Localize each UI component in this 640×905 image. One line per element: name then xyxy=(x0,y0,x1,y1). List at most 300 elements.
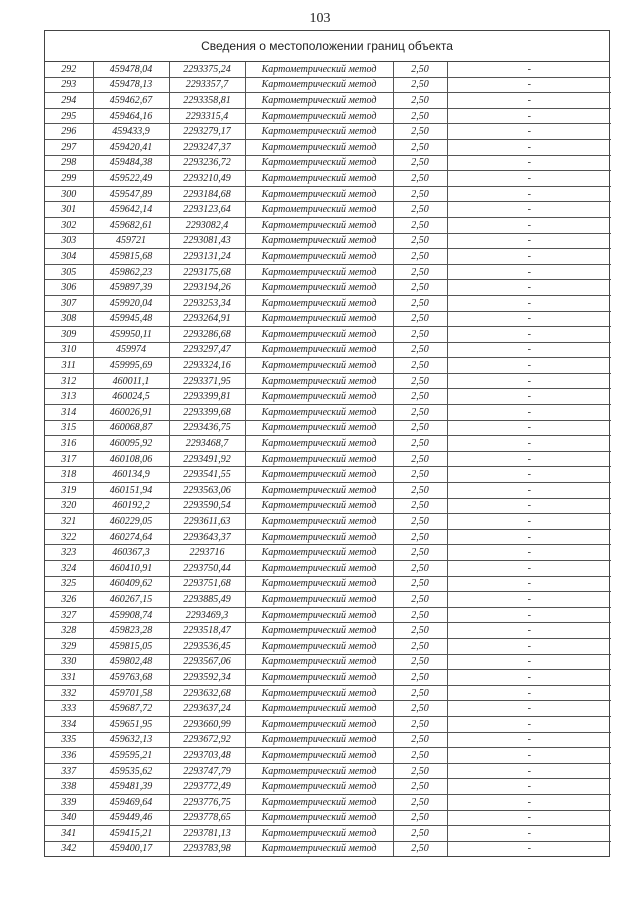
method-cell: Картометрический метод xyxy=(245,685,393,701)
x-coordinate-cell: 459484,38 xyxy=(93,155,169,171)
x-coordinate-cell: 459908,74 xyxy=(93,607,169,623)
method-cell: Картометрический метод xyxy=(245,342,393,358)
method-cell: Картометрический метод xyxy=(245,389,393,405)
point-number-cell: 329 xyxy=(45,638,93,654)
description-cell: - xyxy=(447,124,611,140)
y-coordinate-cell: 2293563,06 xyxy=(169,483,245,499)
point-number-cell: 339 xyxy=(45,794,93,810)
accuracy-cell: 2,50 xyxy=(393,233,447,249)
y-coordinate-cell: 2293315,4 xyxy=(169,108,245,124)
description-cell: - xyxy=(447,171,611,187)
description-cell: - xyxy=(447,202,611,218)
accuracy-cell: 2,50 xyxy=(393,576,447,592)
x-coordinate-cell: 460108,06 xyxy=(93,451,169,467)
accuracy-cell: 2,50 xyxy=(393,155,447,171)
y-coordinate-cell: 2293750,44 xyxy=(169,561,245,577)
description-cell: - xyxy=(447,732,611,748)
table-row xyxy=(45,124,611,140)
y-coordinate-cell: 2293491,92 xyxy=(169,451,245,467)
y-coordinate-cell: 2293781,13 xyxy=(169,826,245,842)
point-number-cell: 338 xyxy=(45,779,93,795)
y-coordinate-cell: 2293236,72 xyxy=(169,155,245,171)
point-number-cell: 319 xyxy=(45,483,93,499)
method-cell: Картометрический метод xyxy=(245,186,393,202)
x-coordinate-cell: 459469,64 xyxy=(93,794,169,810)
accuracy-cell: 2,50 xyxy=(393,716,447,732)
method-cell: Картометрический метод xyxy=(245,295,393,311)
point-number-cell: 333 xyxy=(45,701,93,717)
description-cell: - xyxy=(447,685,611,701)
accuracy-cell: 2,50 xyxy=(393,498,447,514)
table-row xyxy=(45,451,611,467)
method-cell: Картометрический метод xyxy=(245,826,393,842)
point-number-cell: 337 xyxy=(45,763,93,779)
description-cell: - xyxy=(447,763,611,779)
y-coordinate-cell: 2293286,68 xyxy=(169,327,245,343)
method-cell: Картометрический метод xyxy=(245,748,393,764)
accuracy-cell: 2,50 xyxy=(393,217,447,233)
table-row xyxy=(45,108,611,124)
y-coordinate-cell: 2293247,37 xyxy=(169,139,245,155)
method-cell: Картометрический метод xyxy=(245,280,393,296)
x-coordinate-cell: 459522,49 xyxy=(93,171,169,187)
description-cell: - xyxy=(447,342,611,358)
method-cell: Картометрический метод xyxy=(245,654,393,670)
table-row xyxy=(45,514,611,530)
y-coordinate-cell: 2293716 xyxy=(169,545,245,561)
x-coordinate-cell: 459995,69 xyxy=(93,358,169,374)
table-row xyxy=(45,280,611,296)
point-number-cell: 305 xyxy=(45,264,93,280)
description-cell: - xyxy=(447,108,611,124)
method-cell: Картометрический метод xyxy=(245,498,393,514)
table-row xyxy=(45,732,611,748)
method-cell: Картометрический метод xyxy=(245,373,393,389)
accuracy-cell: 2,50 xyxy=(393,561,447,577)
table-row xyxy=(45,217,611,233)
description-cell: - xyxy=(447,358,611,374)
x-coordinate-cell: 459950,11 xyxy=(93,327,169,343)
description-cell: - xyxy=(447,810,611,826)
point-number-cell: 301 xyxy=(45,202,93,218)
accuracy-cell: 2,50 xyxy=(393,654,447,670)
x-coordinate-cell: 459945,48 xyxy=(93,311,169,327)
table-row xyxy=(45,561,611,577)
table-row xyxy=(45,93,611,109)
accuracy-cell: 2,50 xyxy=(393,186,447,202)
table-row xyxy=(45,638,611,654)
x-coordinate-cell: 460151,94 xyxy=(93,483,169,499)
table-row xyxy=(45,794,611,810)
point-number-cell: 312 xyxy=(45,373,93,389)
table-row xyxy=(45,810,611,826)
y-coordinate-cell: 2293672,92 xyxy=(169,732,245,748)
table-row xyxy=(45,592,611,608)
x-coordinate-cell: 459415,21 xyxy=(93,826,169,842)
method-cell: Картометрический метод xyxy=(245,108,393,124)
y-coordinate-cell: 2293536,45 xyxy=(169,638,245,654)
description-cell: - xyxy=(447,576,611,592)
accuracy-cell: 2,50 xyxy=(393,405,447,421)
table-row xyxy=(45,685,611,701)
point-number-cell: 302 xyxy=(45,217,93,233)
point-number-cell: 295 xyxy=(45,108,93,124)
description-cell: - xyxy=(447,670,611,686)
y-coordinate-cell: 2293279,17 xyxy=(169,124,245,140)
table-row xyxy=(45,358,611,374)
x-coordinate-cell: 460409,62 xyxy=(93,576,169,592)
point-number-cell: 300 xyxy=(45,186,93,202)
point-number-cell: 317 xyxy=(45,451,93,467)
description-cell: - xyxy=(447,748,611,764)
y-coordinate-cell: 2293643,37 xyxy=(169,529,245,545)
x-coordinate-cell: 459478,13 xyxy=(93,77,169,93)
table-row xyxy=(45,171,611,187)
method-cell: Картометрический метод xyxy=(245,467,393,483)
point-number-cell: 323 xyxy=(45,545,93,561)
table-row xyxy=(45,826,611,842)
y-coordinate-cell: 2293375,24 xyxy=(169,62,245,77)
accuracy-cell: 2,50 xyxy=(393,77,447,93)
method-cell: Картометрический метод xyxy=(245,592,393,608)
accuracy-cell: 2,50 xyxy=(393,389,447,405)
accuracy-cell: 2,50 xyxy=(393,794,447,810)
method-cell: Картометрический метод xyxy=(245,576,393,592)
x-coordinate-cell: 459462,67 xyxy=(93,93,169,109)
method-cell: Картометрический метод xyxy=(245,529,393,545)
x-coordinate-cell: 459478,04 xyxy=(93,62,169,77)
accuracy-cell: 2,50 xyxy=(393,139,447,155)
description-cell: - xyxy=(447,233,611,249)
table-row xyxy=(45,249,611,265)
method-cell: Картометрический метод xyxy=(245,794,393,810)
description-cell: - xyxy=(447,826,611,842)
coordinates-table xyxy=(45,62,611,856)
y-coordinate-cell: 2293399,68 xyxy=(169,405,245,421)
x-coordinate-cell: 459897,39 xyxy=(93,280,169,296)
accuracy-cell: 2,50 xyxy=(393,514,447,530)
y-coordinate-cell: 2293358,81 xyxy=(169,93,245,109)
accuracy-cell: 2,50 xyxy=(393,311,447,327)
method-cell: Картометрический метод xyxy=(245,405,393,421)
method-cell: Картометрический метод xyxy=(245,779,393,795)
table-row xyxy=(45,155,611,171)
table-row xyxy=(45,529,611,545)
method-cell: Картометрический метод xyxy=(245,264,393,280)
description-cell: - xyxy=(447,841,611,856)
point-number-cell: 318 xyxy=(45,467,93,483)
method-cell: Картометрический метод xyxy=(245,155,393,171)
accuracy-cell: 2,50 xyxy=(393,732,447,748)
accuracy-cell: 2,50 xyxy=(393,342,447,358)
description-cell: - xyxy=(447,545,611,561)
x-coordinate-cell: 460229,05 xyxy=(93,514,169,530)
method-cell: Картометрический метод xyxy=(245,810,393,826)
point-number-cell: 336 xyxy=(45,748,93,764)
method-cell: Картометрический метод xyxy=(245,171,393,187)
point-number-cell: 322 xyxy=(45,529,93,545)
method-cell: Картометрический метод xyxy=(245,420,393,436)
description-cell: - xyxy=(447,62,611,77)
table-row xyxy=(45,701,611,717)
x-coordinate-cell: 459974 xyxy=(93,342,169,358)
x-coordinate-cell: 459862,23 xyxy=(93,264,169,280)
method-cell: Картометрический метод xyxy=(245,607,393,623)
method-cell: Картометрический метод xyxy=(245,62,393,77)
accuracy-cell: 2,50 xyxy=(393,670,447,686)
table-row xyxy=(45,373,611,389)
x-coordinate-cell: 459535,62 xyxy=(93,763,169,779)
y-coordinate-cell: 2293357,7 xyxy=(169,77,245,93)
y-coordinate-cell: 2293399,81 xyxy=(169,389,245,405)
description-cell: - xyxy=(447,389,611,405)
x-coordinate-cell: 460134,9 xyxy=(93,467,169,483)
point-number-cell: 315 xyxy=(45,420,93,436)
x-coordinate-cell: 459815,05 xyxy=(93,638,169,654)
table-title: Сведения о местоположении границ объекта xyxy=(45,31,609,62)
table-row xyxy=(45,389,611,405)
description-cell: - xyxy=(447,186,611,202)
y-coordinate-cell: 2293778,65 xyxy=(169,810,245,826)
point-number-cell: 306 xyxy=(45,280,93,296)
method-cell: Картометрический метод xyxy=(245,716,393,732)
y-coordinate-cell: 2293660,99 xyxy=(169,716,245,732)
table-body xyxy=(45,62,611,856)
method-cell: Картометрический метод xyxy=(245,327,393,343)
accuracy-cell: 2,50 xyxy=(393,451,447,467)
method-cell: Картометрический метод xyxy=(245,841,393,856)
table-row xyxy=(45,654,611,670)
y-coordinate-cell: 2293637,24 xyxy=(169,701,245,717)
table-row xyxy=(45,327,611,343)
description-cell: - xyxy=(447,436,611,452)
accuracy-cell: 2,50 xyxy=(393,638,447,654)
accuracy-cell: 2,50 xyxy=(393,264,447,280)
y-coordinate-cell: 2293703,48 xyxy=(169,748,245,764)
point-number-cell: 311 xyxy=(45,358,93,374)
method-cell: Картометрический метод xyxy=(245,763,393,779)
description-cell: - xyxy=(447,794,611,810)
point-number-cell: 314 xyxy=(45,405,93,421)
x-coordinate-cell: 460024,5 xyxy=(93,389,169,405)
description-cell: - xyxy=(447,155,611,171)
point-number-cell: 308 xyxy=(45,311,93,327)
point-number-cell: 320 xyxy=(45,498,93,514)
x-coordinate-cell: 459642,14 xyxy=(93,202,169,218)
y-coordinate-cell: 2293885,49 xyxy=(169,592,245,608)
table-row xyxy=(45,202,611,218)
table-row xyxy=(45,405,611,421)
y-coordinate-cell: 2293264,91 xyxy=(169,311,245,327)
x-coordinate-cell: 460026,91 xyxy=(93,405,169,421)
table-row xyxy=(45,467,611,483)
table-row xyxy=(45,264,611,280)
point-number-cell: 299 xyxy=(45,171,93,187)
x-coordinate-cell: 460410,91 xyxy=(93,561,169,577)
description-cell: - xyxy=(447,327,611,343)
description-cell: - xyxy=(447,638,611,654)
y-coordinate-cell: 2293518,47 xyxy=(169,623,245,639)
accuracy-cell: 2,50 xyxy=(393,685,447,701)
point-number-cell: 298 xyxy=(45,155,93,171)
point-number-cell: 342 xyxy=(45,841,93,856)
table-row xyxy=(45,342,611,358)
table-row xyxy=(45,716,611,732)
x-coordinate-cell: 460367,3 xyxy=(93,545,169,561)
accuracy-cell: 2,50 xyxy=(393,779,447,795)
x-coordinate-cell: 460274,64 xyxy=(93,529,169,545)
x-coordinate-cell: 459823,28 xyxy=(93,623,169,639)
description-cell: - xyxy=(447,311,611,327)
table-row xyxy=(45,748,611,764)
description-cell: - xyxy=(447,529,611,545)
x-coordinate-cell: 459802,48 xyxy=(93,654,169,670)
table-row xyxy=(45,139,611,155)
table-row xyxy=(45,763,611,779)
accuracy-cell: 2,50 xyxy=(393,93,447,109)
point-number-cell: 328 xyxy=(45,623,93,639)
description-cell: - xyxy=(447,514,611,530)
accuracy-cell: 2,50 xyxy=(393,280,447,296)
y-coordinate-cell: 2293297,47 xyxy=(169,342,245,358)
table-row xyxy=(45,670,611,686)
x-coordinate-cell: 460095,92 xyxy=(93,436,169,452)
y-coordinate-cell: 2293592,34 xyxy=(169,670,245,686)
accuracy-cell: 2,50 xyxy=(393,545,447,561)
page-number: 103 xyxy=(309,11,331,26)
accuracy-cell: 2,50 xyxy=(393,748,447,764)
description-cell: - xyxy=(447,561,611,577)
x-coordinate-cell: 459547,89 xyxy=(93,186,169,202)
accuracy-cell: 2,50 xyxy=(393,810,447,826)
point-number-cell: 310 xyxy=(45,342,93,358)
point-number-cell: 316 xyxy=(45,436,93,452)
x-coordinate-cell: 459449,46 xyxy=(93,810,169,826)
table-row xyxy=(45,576,611,592)
x-coordinate-cell: 459682,61 xyxy=(93,217,169,233)
table-row xyxy=(45,62,611,77)
point-number-cell: 340 xyxy=(45,810,93,826)
accuracy-cell: 2,50 xyxy=(393,373,447,389)
table-row xyxy=(45,295,611,311)
accuracy-cell: 2,50 xyxy=(393,529,447,545)
x-coordinate-cell: 459400,17 xyxy=(93,841,169,856)
accuracy-cell: 2,50 xyxy=(393,826,447,842)
accuracy-cell: 2,50 xyxy=(393,467,447,483)
method-cell: Картометрический метод xyxy=(245,483,393,499)
y-coordinate-cell: 2293772,49 xyxy=(169,779,245,795)
x-coordinate-cell: 459701,58 xyxy=(93,685,169,701)
description-cell: - xyxy=(447,420,611,436)
method-cell: Картометрический метод xyxy=(245,139,393,155)
table-row xyxy=(45,545,611,561)
method-cell: Картометрический метод xyxy=(245,436,393,452)
accuracy-cell: 2,50 xyxy=(393,483,447,499)
accuracy-cell: 2,50 xyxy=(393,358,447,374)
description-cell: - xyxy=(447,483,611,499)
point-number-cell: 335 xyxy=(45,732,93,748)
y-coordinate-cell: 2293081,43 xyxy=(169,233,245,249)
y-coordinate-cell: 2293253,34 xyxy=(169,295,245,311)
description-cell: - xyxy=(447,139,611,155)
description-cell: - xyxy=(447,592,611,608)
y-coordinate-cell: 2293194,26 xyxy=(169,280,245,296)
accuracy-cell: 2,50 xyxy=(393,607,447,623)
description-cell: - xyxy=(447,779,611,795)
y-coordinate-cell: 2293175,68 xyxy=(169,264,245,280)
point-number-cell: 332 xyxy=(45,685,93,701)
point-number-cell: 303 xyxy=(45,233,93,249)
description-cell: - xyxy=(447,264,611,280)
description-cell: - xyxy=(447,295,611,311)
table-row xyxy=(45,841,611,856)
method-cell: Картометрический метод xyxy=(245,358,393,374)
y-coordinate-cell: 2293469,3 xyxy=(169,607,245,623)
description-cell: - xyxy=(447,451,611,467)
description-cell: - xyxy=(447,654,611,670)
description-cell: - xyxy=(447,701,611,717)
y-coordinate-cell: 2293324,16 xyxy=(169,358,245,374)
accuracy-cell: 2,50 xyxy=(393,763,447,779)
accuracy-cell: 2,50 xyxy=(393,436,447,452)
point-number-cell: 313 xyxy=(45,389,93,405)
description-cell: - xyxy=(447,77,611,93)
table-row xyxy=(45,607,611,623)
method-cell: Картометрический метод xyxy=(245,545,393,561)
y-coordinate-cell: 2293747,79 xyxy=(169,763,245,779)
table-row xyxy=(45,420,611,436)
table-row xyxy=(45,311,611,327)
accuracy-cell: 2,50 xyxy=(393,295,447,311)
table-row xyxy=(45,498,611,514)
description-cell: - xyxy=(447,623,611,639)
method-cell: Картометрический метод xyxy=(245,77,393,93)
y-coordinate-cell: 2293082,4 xyxy=(169,217,245,233)
table-row xyxy=(45,779,611,795)
accuracy-cell: 2,50 xyxy=(393,701,447,717)
point-number-cell: 327 xyxy=(45,607,93,623)
table-row xyxy=(45,436,611,452)
description-cell: - xyxy=(447,607,611,623)
x-coordinate-cell: 459595,21 xyxy=(93,748,169,764)
method-cell: Картометрический метод xyxy=(245,217,393,233)
boundary-sheet xyxy=(44,30,610,857)
description-cell: - xyxy=(447,405,611,421)
point-number-cell: 341 xyxy=(45,826,93,842)
y-coordinate-cell: 2293371,95 xyxy=(169,373,245,389)
description-cell: - xyxy=(447,280,611,296)
point-number-cell: 309 xyxy=(45,327,93,343)
method-cell: Картометрический метод xyxy=(245,451,393,467)
point-number-cell: 293 xyxy=(45,77,93,93)
y-coordinate-cell: 2293590,54 xyxy=(169,498,245,514)
description-cell: - xyxy=(447,467,611,483)
method-cell: Картометрический метод xyxy=(245,233,393,249)
point-number-cell: 334 xyxy=(45,716,93,732)
table-row xyxy=(45,186,611,202)
accuracy-cell: 2,50 xyxy=(393,841,447,856)
y-coordinate-cell: 2293210,49 xyxy=(169,171,245,187)
x-coordinate-cell: 459433,9 xyxy=(93,124,169,140)
x-coordinate-cell: 459481,39 xyxy=(93,779,169,795)
x-coordinate-cell: 460011,1 xyxy=(93,373,169,389)
method-cell: Картометрический метод xyxy=(245,249,393,265)
x-coordinate-cell: 459651,95 xyxy=(93,716,169,732)
description-cell: - xyxy=(447,498,611,514)
method-cell: Картометрический метод xyxy=(245,623,393,639)
description-cell: - xyxy=(447,716,611,732)
y-coordinate-cell: 2293184,68 xyxy=(169,186,245,202)
